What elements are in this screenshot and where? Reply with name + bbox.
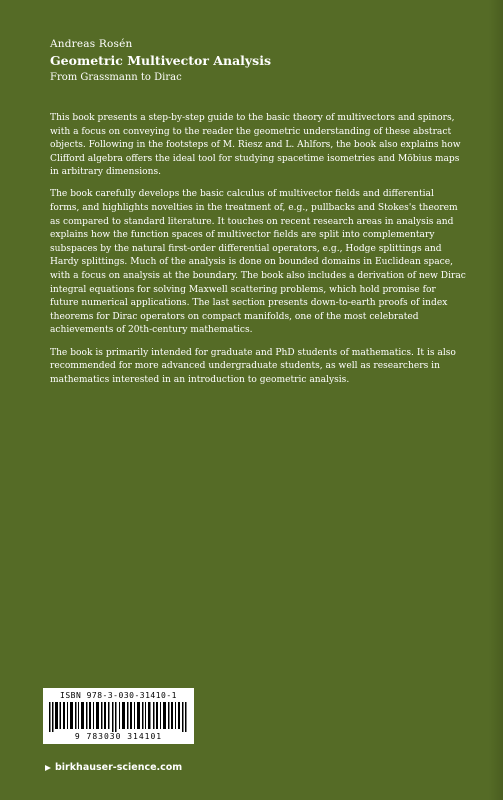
- blurb: [50, 112, 466, 396]
- book-title: Geometric Multivector Analysis: [50, 53, 272, 68]
- blurb-paragraph: The book is primarily intended for graduate and PhD students of mathematics. It is also recommended for more advanced undergraduate students, as well as researchers in mathematics interested in an introduction to geometric analysis.: [50, 347, 456, 385]
- blurb-paragraph: The book carefully develops the basic calculus of multivector fields and differential forms, and highlights novelties in the treatment of, e.g., pullbacks and Stokes's theorem as compared to standard literature. It touches on recent research areas in analysis and explains how the function spaces of multivector fields are split into complementary subspaces by the natural first-order differential operators, e.g., Hodge splittings and Hardy splittings. Much of the analysis is done on bounded domains in Euclidean space, with a focus on analysis at the boundary. The book also includes a derivation of new Dirac integral equations for solving Maxwell scattering problems, which hold promise for future numerical applications. The last section presents down-to-earth proofs of index theorems for Dirac operators on compact manifolds, one of the most celebrated achievements of 20th-century mathematics.: [50, 189, 466, 336]
- spine-edge: [489, 0, 503, 800]
- barcode-icon: [49, 702, 187, 732]
- barcode-number: 9 783030 314101: [74, 732, 163, 741]
- author-name: Andreas Rosén: [50, 38, 133, 50]
- publisher-link[interactable]: [44, 762, 182, 773]
- book-subtitle: From Grassmann to Dirac: [50, 72, 182, 83]
- publisher-url: birkhauser-science.com: [55, 762, 183, 773]
- isbn-label: ISBN 978-3-030-31410-1: [60, 691, 177, 700]
- barcode-panel: [43, 688, 194, 744]
- blurb-paragraph: This book presents a step-by-step guide to the basic theory of multivectors and spinors, with a focus on conveying to the reader the geometric understanding of these abstract objects. Following in the footsteps of M. Riesz and L. Ahlfors, the book also explains how Clifford algebra offers the ideal tool for studying spacetime isometries and Möbius maps in arbitrary dimensions.: [50, 113, 461, 178]
- arrow-right-icon: [44, 764, 52, 772]
